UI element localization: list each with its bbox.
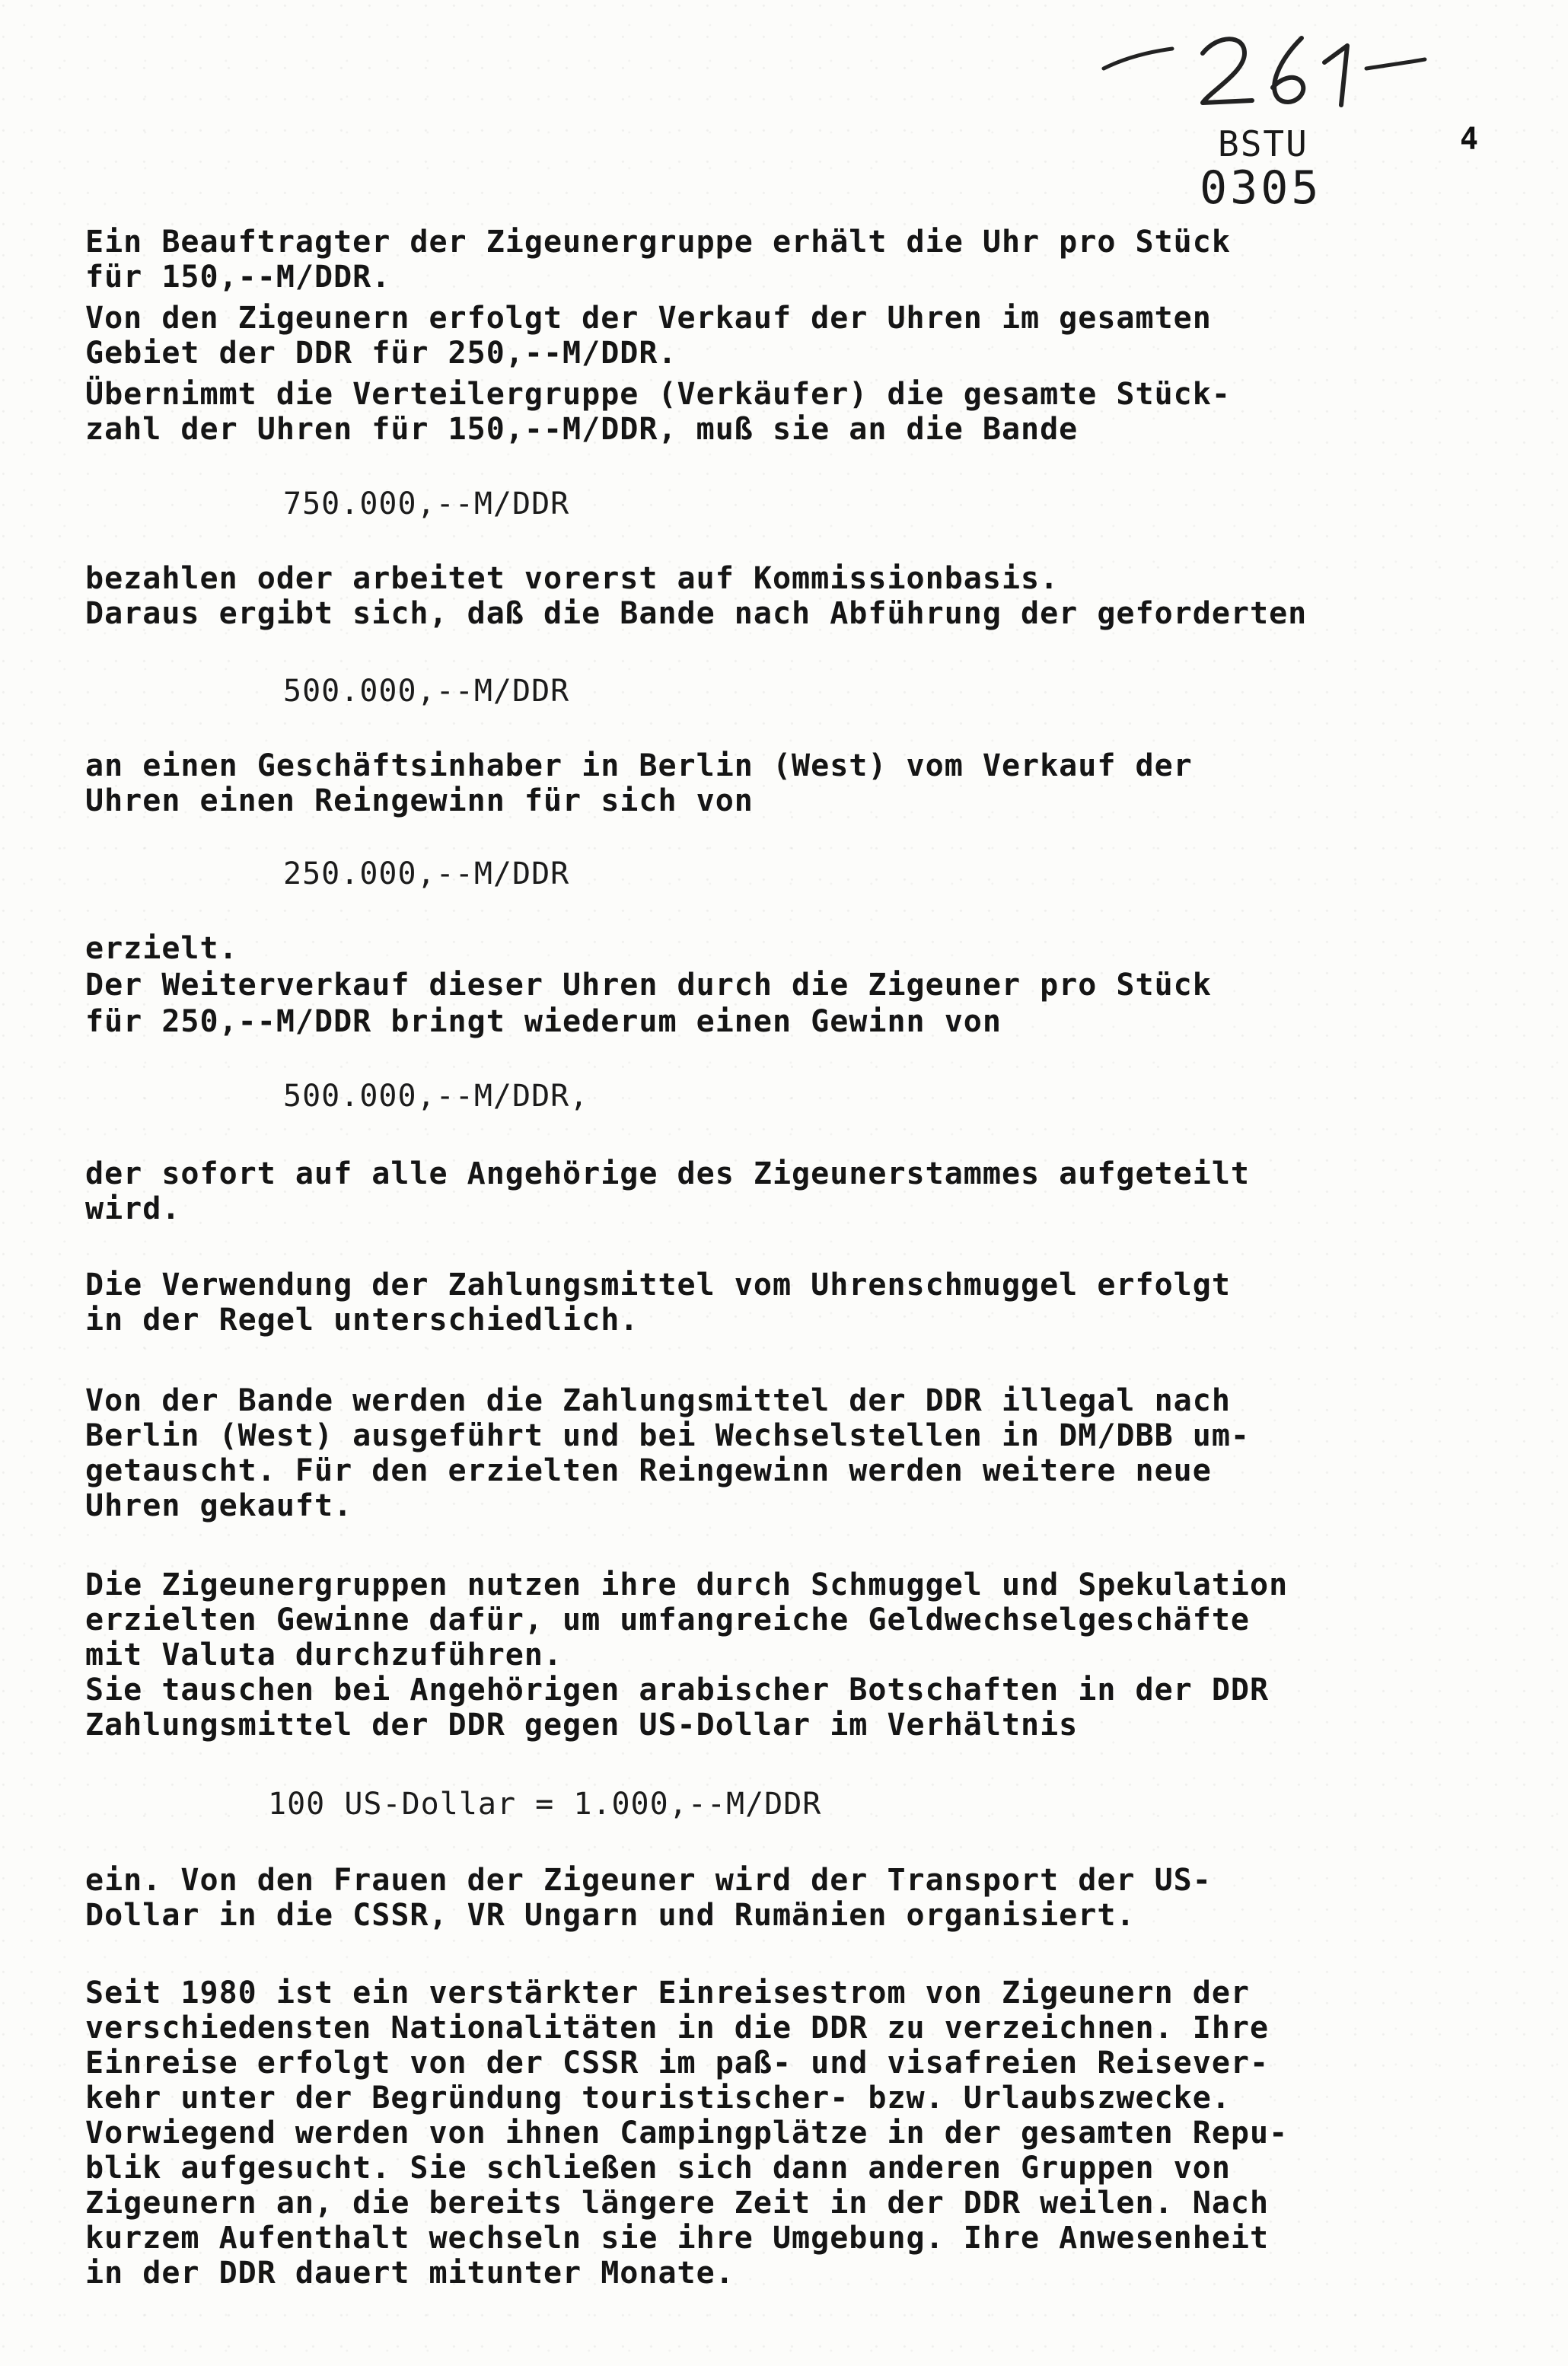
text-line: blik aufgesucht. Sie schließen sich dann anderen Gruppen von: [85, 2151, 1231, 2186]
text-line: Von der Bande werden die Zahlungsmittel der DDR illegal nach: [85, 1383, 1231, 1418]
text-line: Seit 1980 ist ein verstärkter Einreisestrom von Zigeunern der: [85, 1975, 1251, 2010]
text-line: für 150,--M/DDR.: [85, 260, 391, 295]
text-line: Zigeunern an, die bereits längere Zeit in der DDR weilen. Nach: [85, 2186, 1270, 2221]
text-line: in der Regel unterschiedlich.: [85, 1303, 639, 1338]
text-line: zahl der Uhren für 150,--M/DDR, muß sie an die Bande: [85, 412, 1079, 447]
text-line: kurzem Aufenthalt wechseln sie ihre Umgebung. Ihre Anwesenheit: [85, 2221, 1270, 2256]
stamp-label: BSTU: [1218, 123, 1308, 164]
text-line: erzielten Gewinne dafür, um umfangreiche Geldwechselgeschäfte: [85, 1602, 1251, 1637]
text-line: der sofort auf alle Angehörige des Zigeunerstammes aufgeteilt: [85, 1156, 1251, 1191]
text-line: Berlin (West) ausgeführt und bei Wechselstellen in DM/DBB um-: [85, 1418, 1251, 1453]
amount-line: 100 US-Dollar = 1.000,--M/DDR: [268, 1787, 822, 1822]
text-line: für 250,--M/DDR bringt wiederum einen Gewinn von: [85, 1004, 1002, 1039]
amount-line: 250.000,--M/DDR: [283, 856, 570, 891]
text-line: Sie tauschen bei Angehörigen arabischer Botschaften in der DDR: [85, 1672, 1270, 1708]
text-line: wird.: [85, 1191, 181, 1226]
text-line: ein. Von den Frauen der Zigeuner wird der Transport der US-: [85, 1863, 1212, 1898]
text-line: Von den Zigeunern erfolgt der Verkauf der Uhren im gesamten: [85, 301, 1212, 336]
text-line: Übernimmt die Verteilergruppe (Verkäufer) die gesamte Stück-: [85, 377, 1231, 412]
text-line: bezahlen oder arbeitet vorerst auf Kommissionbasis.: [85, 561, 1060, 596]
text-line: Daraus ergibt sich, daß die Bande nach Abführung der geforderten: [85, 596, 1308, 631]
text-line: Vorwiegend werden von ihnen Campingplätze in der gesamten Repu-: [85, 2116, 1289, 2151]
handwritten-page-number: [1096, 15, 1431, 122]
amount-line: 500.000,--M/DDR,: [283, 1079, 589, 1114]
text-line: getauscht. Für den erzielten Reingewinn werden weitere neue: [85, 1453, 1212, 1488]
text-line: Die Verwendung der Zahlungsmittel vom Uhrenschmuggel erfolgt: [85, 1268, 1231, 1303]
page-number: 4: [1460, 122, 1479, 157]
text-line: Uhren einen Reingewinn für sich von: [85, 783, 754, 818]
text-line: kehr unter der Begründung touristischer- bzw. Urlaubszwecke.: [85, 2081, 1231, 2116]
text-line: Zahlungsmittel der DDR gegen US-Dollar im Verhältnis: [85, 1708, 1079, 1743]
text-line: Dollar in die CSSR, VR Ungarn und Rumänien organisiert.: [85, 1898, 1136, 1933]
text-line: an einen Geschäftsinhaber in Berlin (West) vom Verkauf der: [85, 748, 1193, 783]
text-line: Der Weiterverkauf dieser Uhren durch die Zigeuner pro Stück: [85, 968, 1212, 1003]
text-line: Die Zigeunergruppen nutzen ihre durch Schmuggel und Spekulation: [85, 1567, 1289, 1602]
text-line: mit Valuta durchzuführen.: [85, 1637, 563, 1672]
text-line: verschiedensten Nationalitäten in die DDR zu verzeichnen. Ihre: [85, 2010, 1270, 2046]
text-line: in der DDR dauert mitunter Monate.: [85, 2256, 735, 2291]
text-line: Ein Beauftragter der Zigeunergruppe erhält die Uhr pro Stück: [85, 225, 1231, 260]
text-line: Gebiet der DDR für 250,--M/DDR.: [85, 336, 677, 371]
text-line: erzielt.: [85, 931, 238, 966]
text-line: Einreise erfolgt von der CSSR im paß- und visafreien Reisever-: [85, 2046, 1270, 2081]
stamp-number: 0305: [1200, 161, 1322, 215]
amount-line: 750.000,--M/DDR: [283, 486, 570, 521]
amount-line: 500.000,--M/DDR: [283, 674, 570, 709]
text-line: Uhren gekauft.: [85, 1488, 353, 1523]
